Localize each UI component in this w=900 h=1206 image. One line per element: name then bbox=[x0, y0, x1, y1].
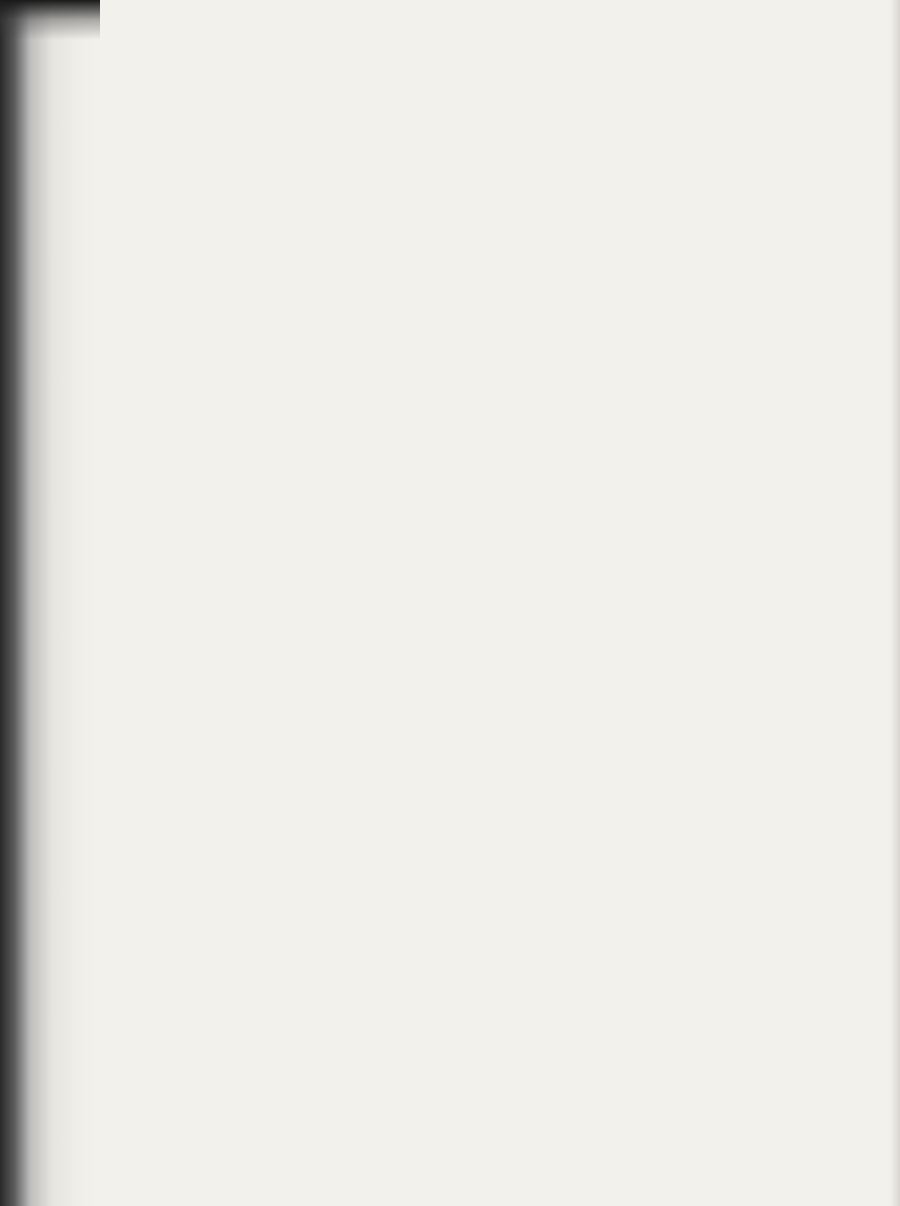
section-gap bbox=[186, 84, 834, 120]
binding-top-shadow bbox=[0, 0, 100, 40]
page-body bbox=[186, 84, 834, 150]
book-binding-shadow bbox=[0, 0, 95, 1206]
page-edge-right bbox=[890, 0, 900, 1206]
